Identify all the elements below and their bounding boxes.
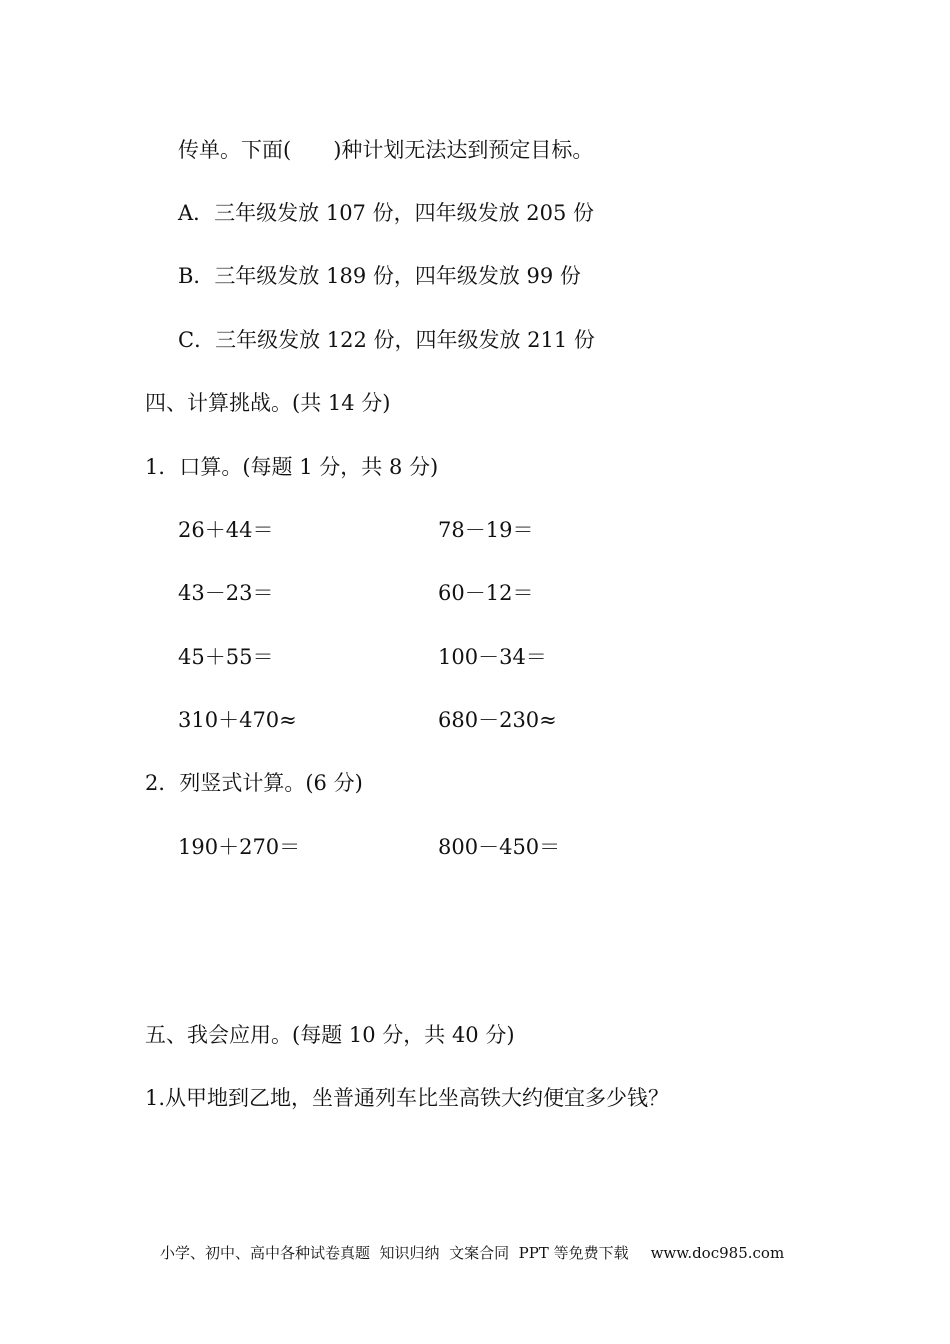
stem-text-after: )种计划无法达到预定目标。 bbox=[333, 138, 594, 162]
oral-calc-item: 100－34＝ bbox=[438, 645, 547, 669]
part-1-title: 1．口算。(每题 1 分，共 8 分) bbox=[145, 455, 439, 479]
footer-url: www.doc985.com bbox=[650, 1244, 785, 1262]
section-4-title: 四、计算挑战。(共 14 分) bbox=[145, 391, 391, 415]
page-footer bbox=[160, 1243, 784, 1263]
option-a: A．三年级发放 107 份，四年级发放 205 份 bbox=[178, 201, 595, 225]
oral-calc-item: 26＋44＝ bbox=[178, 518, 274, 542]
footer-text: 小学、初中、高中各种试卷真题 知识归纳 文案合同 PPT 等免费下载 bbox=[160, 1244, 629, 1262]
application-question-1: 1.从甲地到乙地，坐普通列车比坐高铁大约便宜多少钱？ bbox=[145, 1086, 670, 1110]
answer-blank bbox=[291, 138, 333, 162]
oral-calc-item: 60－12＝ bbox=[438, 581, 534, 605]
option-b: B．三年级发放 189 份，四年级发放 99 份 bbox=[178, 264, 581, 288]
stem-text-before: 传单。下面( bbox=[178, 138, 292, 162]
question-stem-continuation bbox=[178, 136, 593, 164]
vertical-calc-item: 190＋270＝ bbox=[178, 835, 301, 859]
option-c: C．三年级发放 122 份，四年级发放 211 份 bbox=[178, 328, 595, 352]
oral-calc-item: 45＋55＝ bbox=[178, 645, 274, 669]
vertical-calc-item: 800－450＝ bbox=[438, 835, 561, 859]
oral-calc-item: 43－23＝ bbox=[178, 581, 274, 605]
section-5-title: 五、我会应用。(每题 10 分，共 40 分) bbox=[145, 1023, 515, 1047]
oral-calc-item: 310＋470≈ bbox=[178, 708, 297, 732]
part-2-title: 2．列竖式计算。(6 分) bbox=[145, 771, 363, 795]
oral-calc-item: 78－19＝ bbox=[438, 518, 534, 542]
oral-calc-item: 680－230≈ bbox=[438, 708, 557, 732]
